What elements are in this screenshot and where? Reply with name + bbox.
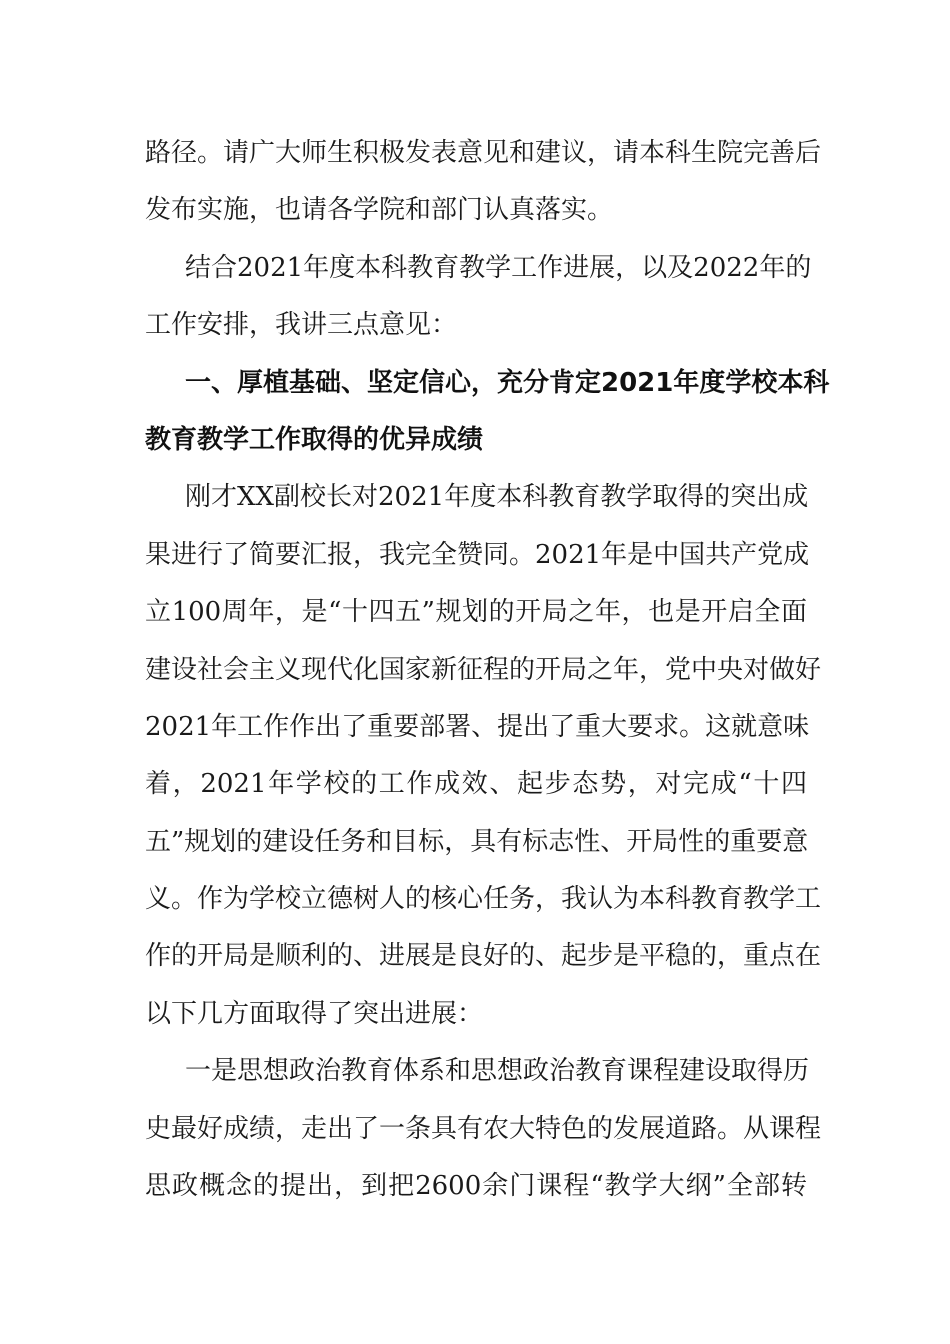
paragraph-line: 结合2021年度本科教育教学工作进展，以及2022年的 [185,252,812,283]
paragraph-line: 五”规划的建设任务和目标，具有标志性、开局性的重要意 [145,826,809,857]
paragraph-line: 果进行了简要汇报，我完全赞同。2021年是中国共产党成 [145,539,810,570]
section-heading-line: 一、厚植基础、坚定信心，充分肯定2021年度学校本科 [185,367,830,398]
paragraph-line: 着，2021年学校的工作成效、起步态势，对完成“十四 [145,769,807,800]
paragraph-line: 一是思想政治教育体系和思想政治教育课程建设取得历 [185,1056,810,1087]
paragraph-line: 工作安排，我讲三点意见： [145,310,458,341]
paragraph-line: 义。作为学校立德树人的核心任务，我认为本科教育教学工 [145,884,822,915]
paragraph-line: 思政概念的提出，到把2600余门课程“教学大纲”全部转 [145,1171,807,1202]
paragraph-line: 路径。请广大师生积极发表意见和建议，请本科生院完善后 [145,138,822,168]
document-body [145,128,830,1218]
paragraph-line: 以下几方面取得了突出进展： [145,998,484,1029]
paragraph-line: 刚才XX副校长对2021年度本科教育教学取得的突出成 [185,482,809,513]
paragraph-line: 发布实施，也请各学院和部门认真落实。 [145,195,614,226]
paragraph-line: 史最好成绩，走出了一条具有农大特色的发展道路。从课程 [145,1113,822,1144]
paragraph-line: 2021年工作作出了重要部署、提出了重大要求。这就意味 [145,711,810,742]
paragraph-line: 立100周年，是“十四五”规划的开局之年，也是开启全面 [145,597,807,628]
section-heading-line: 教育教学工作取得的优异成绩 [145,424,484,455]
paragraph-line: 作的开局是顺利的、进展是良好的、起步是平稳的，重点在 [145,941,822,972]
paragraph-line: 建设社会主义现代化国家新征程的开局之年，党中央对做好 [145,654,822,685]
